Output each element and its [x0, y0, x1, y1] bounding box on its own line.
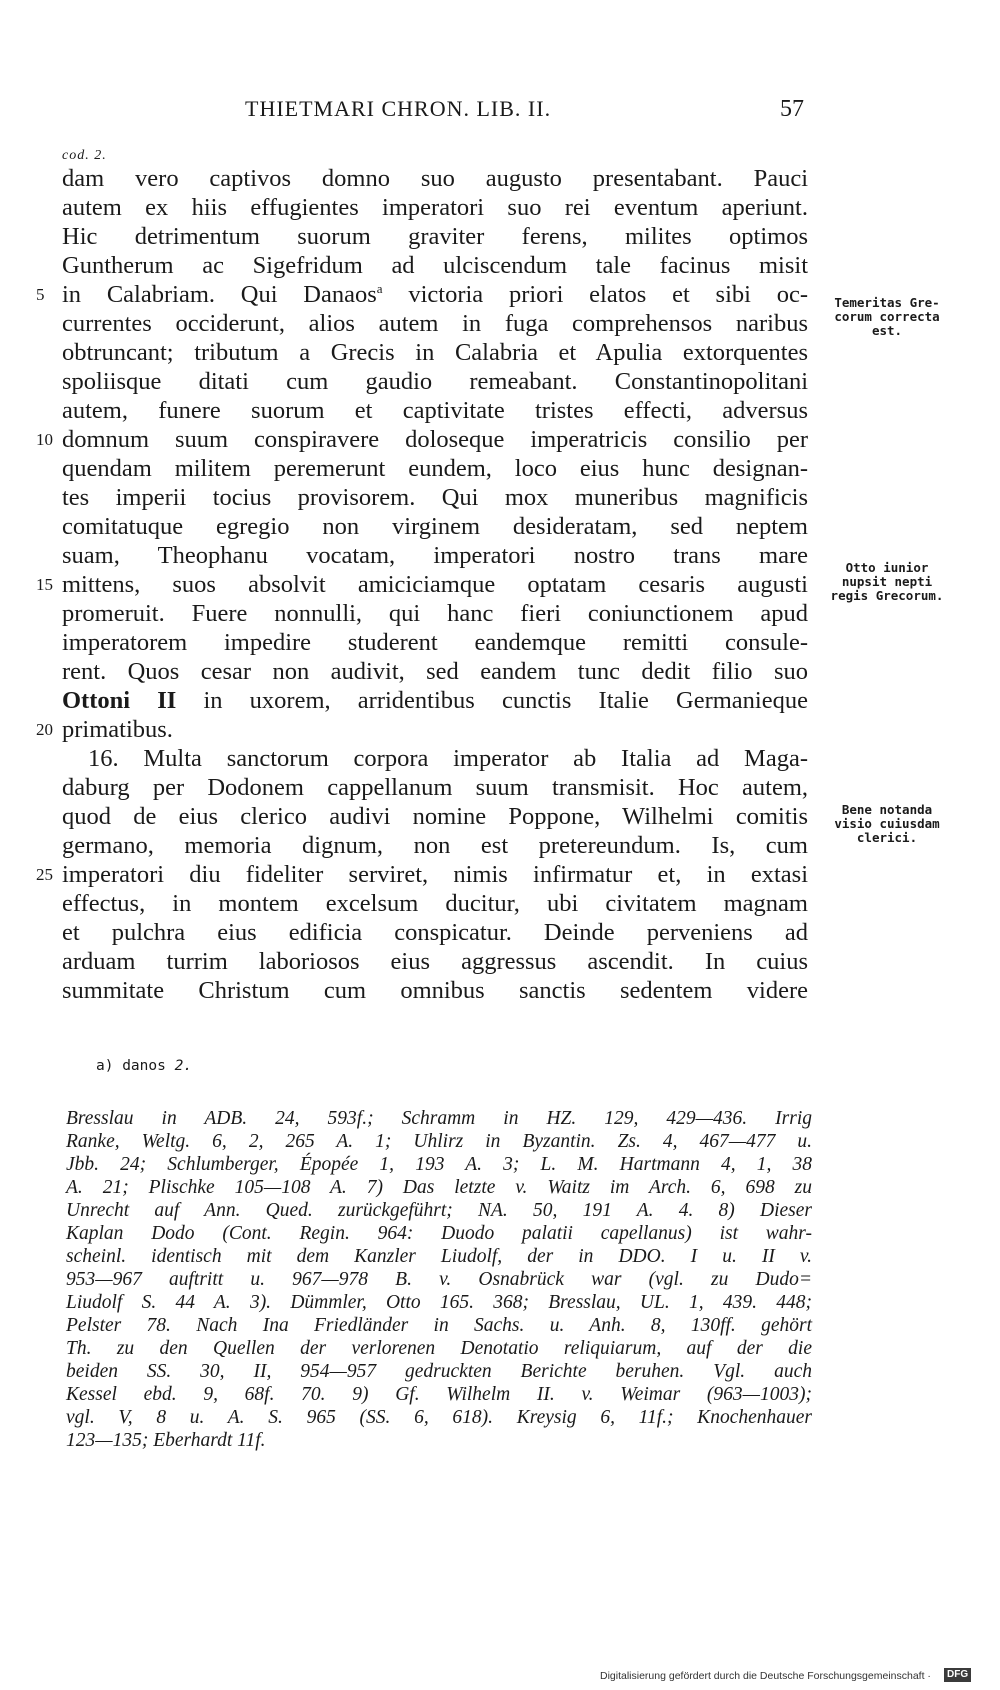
line-text: dam vero captivos domno suo augusto presentabant. Pauci: [62, 165, 808, 192]
commentary-line: scheinl. identisch mit dem Kanzler Liudolf, der in DDO. I u. II v.: [66, 1246, 812, 1267]
text-line: [62, 251, 808, 280]
line-text: daburg per Dodonem cappellanum suum transmisit. Hoc autem,: [62, 774, 808, 801]
margin-note-line: visio cuiusdam: [834, 816, 940, 831]
text-line: [62, 947, 808, 976]
margin-note-temeritas: [812, 296, 962, 338]
commentary-line: Jbb. 24; Schlumberger, Épopée 1, 193 A. 3; L. M. Hartmann 4, 1, 38: [66, 1154, 812, 1175]
text-line: [62, 164, 808, 193]
commentary-line: Unrecht auf Ann. Qued. zurückgeführt; NA. 50, 191 A. 4. 8) Dieser: [66, 1200, 812, 1221]
text-line: [62, 889, 808, 918]
text-line: [62, 773, 808, 802]
commentary-line: beiden SS. 30, II, 954—957 gedruckten Berichte beruhen. Vgl. auch: [66, 1361, 812, 1382]
commentary-line: Pelster 78. Nach Ina Friedländer in Sachs. u. Anh. 8, 130ff. gehört: [66, 1315, 812, 1336]
margin-note-line: est.: [871, 323, 903, 338]
text-line: [62, 193, 808, 222]
commentary-line: Th. zu den Quellen der verlorenen Denotatio reliquiarum, auf der die: [66, 1338, 812, 1359]
line-text: primatibus.: [62, 716, 173, 743]
text-line: [62, 396, 808, 425]
commentary-line: 953—967 auftritt u. 967—978 B. v. Osnabrück war (vgl. zu Dudo=: [66, 1269, 812, 1290]
line-text: 16. Multa sanctorum corpora imperator ab Italia ad Maga-: [88, 745, 808, 772]
commentary-line: Bresslau in ADB. 24, 593f.; Schramm in HZ. 129, 429—436. Irrig: [66, 1108, 812, 1129]
line-text: effectus, in montem excelsum ducitur, ubi civitatem magnam: [62, 890, 808, 917]
text-line: [36, 715, 808, 744]
digitization-notice: Digitalisierung gefördert durch die Deutsche Forschungsgemeinschaft ·: [600, 1670, 931, 1682]
line-text: comitatuque egregio non virginem desideratam, sed neptem: [62, 513, 808, 540]
text-line: [62, 309, 808, 338]
main-text-block: [36, 164, 808, 1005]
line-text: summitate Christum cum omnibus sanctis sedentem videre: [62, 977, 808, 1004]
line-text: suam, Theophanu vocatam, imperatori nostro trans mare: [62, 542, 808, 569]
line-text: victoria priori elatos et sibi oc-: [382, 281, 808, 308]
line-text: in Calabriam. Qui Danaos: [62, 281, 377, 308]
text-line: [62, 338, 808, 367]
dfg-logo: DFG: [944, 1668, 971, 1682]
text-line: [62, 628, 808, 657]
commentary-line: A. 21; Plischke 105—108 A. 7) Das letzte v. Waitz im Arch. 6, 698 zu: [66, 1177, 812, 1198]
commentary-line: Kaplan Dodo (Cont. Regin. 964: Duodo palatii capellanus) ist wahr-: [66, 1223, 812, 1244]
codex-note: cod. 2.: [62, 148, 107, 163]
text-line: [62, 367, 808, 396]
line-text: imperatori diu fideliter serviret, nimis infirmatur et, in extasi: [62, 861, 808, 888]
line-text: in uxorem, arridentibus cunctis Italie Germanieque: [176, 687, 808, 714]
commentary-line: 123—135; Eberhardt 11f.: [66, 1430, 266, 1451]
text-line: [62, 802, 808, 831]
margin-note-line: clerici.: [856, 830, 918, 845]
text-line: [62, 222, 808, 251]
line-text: promeruit. Fuere nonnulli, qui hanc fieri coniunctionem apud: [62, 600, 808, 627]
line-text: Guntherum ac Sigefridum ad ulciscendum tale facinus misit: [62, 252, 808, 279]
line-number: 25: [36, 865, 53, 884]
text-line: [62, 918, 808, 947]
text-line: [62, 657, 808, 686]
commentary-notes: [66, 1107, 812, 1452]
line-text: germano, memoria dignum, non est pretereundum. Is, cum: [62, 832, 808, 859]
line-text: currentes occiderunt, alios autem in fuga comprehensos naribus: [62, 310, 808, 337]
text-line: [36, 280, 808, 309]
text-line: [62, 512, 808, 541]
line-number: 20: [36, 720, 53, 739]
text-line: [36, 860, 808, 889]
line-text: et pulchra eius edificia conspicatur. Deinde perveniens ad: [62, 919, 808, 946]
text-line: [62, 831, 808, 860]
text-line: [62, 599, 808, 628]
line-text: quendam militem peremerunt eundem, loco eius hunc designan-: [62, 455, 808, 482]
margin-note-line: regis Grecorum.: [830, 588, 944, 603]
running-title: THIETMARI CHRON. LIB. II.: [245, 96, 552, 121]
line-text: tes imperii tocius provisorem. Qui mox muneribus magnificis: [62, 484, 808, 511]
text-line: [36, 425, 808, 454]
margin-note-line: nupsit nepti: [841, 574, 933, 589]
emphasized-name: Ottoni II: [62, 687, 177, 714]
line-text: arduam turrim laboriosos eius aggressus ascendit. In cuius: [62, 948, 808, 975]
footnote-text: danos: [122, 1058, 166, 1074]
line-text: mittens, suos absolvit amiciciamque optatam cesaris augusti: [62, 571, 808, 598]
line-text: domnum suum conspiravere doloseque imperatricis consilio per: [62, 426, 808, 453]
footnote-source: 2.: [174, 1058, 193, 1074]
line-text: quod de eius clerico audivi nomine Poppone, Wilhelmi comitis: [62, 803, 808, 830]
margin-note-line: Temeritas Gre-: [834, 295, 940, 310]
commentary-line: Liudolf S. 44 A. 3). Dümmler, Otto 165. 368; Bresslau, UL. 1, 439. 448;: [66, 1292, 812, 1313]
line-number: 5: [36, 285, 45, 304]
text-line: [62, 483, 808, 512]
margin-note-line: Bene notanda: [841, 802, 933, 817]
commentary-line: Ranke, Weltg. 6, 2, 265 A. 1; Uhlirz in Byzantin. Zs. 4, 467—477 u.: [66, 1131, 812, 1152]
line-text: spoliisque ditati cum gaudio remeabant. Constantinopolitani: [62, 368, 808, 395]
margin-note-line: Otto iunior: [845, 560, 929, 575]
footnote-marker: a: [376, 280, 383, 296]
text-line: [36, 570, 808, 599]
text-line: [62, 686, 808, 715]
page-number: 57: [780, 96, 804, 122]
text-line: [62, 976, 808, 1005]
text-line: [62, 541, 808, 570]
line-text: imperatorem impedire studerent eandemque remitti consule-: [62, 629, 808, 656]
commentary-line: Kessel ebd. 9, 68f. 70. 9) Gf. Wilhelm II. v. Weimar (963—1003);: [66, 1384, 812, 1405]
margin-note-otto: [812, 561, 962, 603]
line-text: autem, funere suorum et captivitate tristes effecti, adversus: [62, 397, 808, 424]
line-text: autem ex hiis effugientes imperatori suo rei eventum aperiunt.: [62, 194, 808, 221]
text-line: [62, 744, 808, 773]
line-number: 10: [36, 430, 53, 449]
margin-note-line: corum correcta: [834, 309, 940, 324]
footnote: [96, 1058, 192, 1074]
commentary-line: vgl. V, 8 u. A. S. 965 (SS. 6, 618). Kreysig 6, 11f.; Knochenhauer: [66, 1407, 812, 1428]
footnote-label: a): [96, 1058, 114, 1074]
line-number: 15: [36, 575, 53, 594]
line-text: rent. Quos cesar non audivit, sed eandem tunc dedit filio suo: [62, 658, 808, 685]
text-line: [62, 454, 808, 483]
line-text: obtruncant; tributum a Grecis in Calabria et Apulia extorquentes: [62, 339, 808, 366]
margin-note-visio: [812, 803, 962, 845]
line-text: Hic detrimentum suorum graviter ferens, milites optimos: [62, 223, 808, 250]
